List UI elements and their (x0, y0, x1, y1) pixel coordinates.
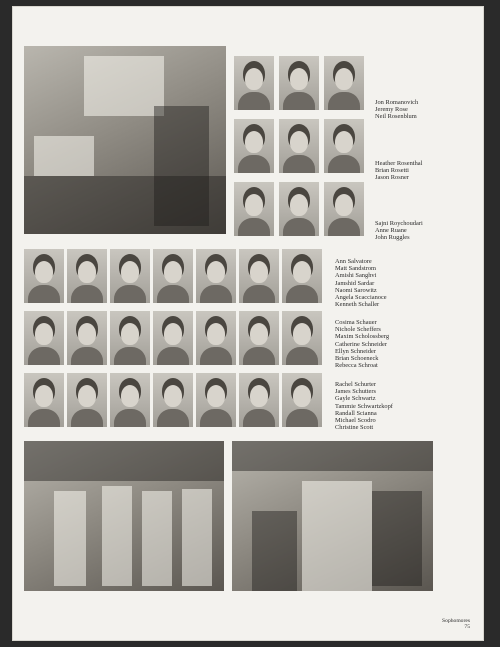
classroom-candid-photo (24, 46, 226, 234)
student-portrait (279, 119, 319, 173)
student-name: Brian Rosetti (375, 167, 409, 175)
student-name: Ellyn Schneider (335, 347, 376, 355)
student-name: Matt Sandstrom (335, 265, 377, 273)
student-portrait (324, 119, 364, 173)
student-portrait (239, 373, 279, 427)
student-portrait (282, 373, 322, 427)
names-list (335, 319, 389, 369)
student-portrait (153, 249, 193, 303)
student-portrait (24, 249, 64, 303)
page-footer (442, 618, 470, 631)
cheerleaders-candid-photo (24, 441, 224, 591)
student-portrait (24, 373, 64, 427)
student-name: Randall Scianna (335, 409, 377, 417)
student-name: Maxim Scholossberg (335, 333, 390, 341)
student-portrait (324, 56, 364, 110)
student-name: Naomi Sarowitz (335, 286, 377, 294)
page-number: 75 (464, 624, 470, 631)
student-name: Anne Ruane (375, 227, 407, 235)
student-portrait (110, 311, 150, 365)
student-portrait (153, 373, 193, 427)
section-label: Sophomores (442, 618, 470, 624)
student-portrait (196, 373, 236, 427)
student-name: Jamshid Sardar (335, 279, 375, 287)
student-portrait (234, 56, 274, 110)
student-portrait (67, 249, 107, 303)
names-list (335, 381, 393, 431)
student-name: Angela Scaccianoce (335, 293, 387, 301)
student-portrait (196, 311, 236, 365)
student-portrait (239, 249, 279, 303)
student-portrait (279, 56, 319, 110)
student-name: Neil Rosenblum (375, 113, 417, 121)
student-portrait (110, 249, 150, 303)
cafeteria-candid-photo (232, 441, 433, 591)
student-name: Brian Schoeneck (335, 354, 379, 362)
student-name: Kenneth Schaller (335, 301, 380, 309)
student-portrait (282, 311, 322, 365)
student-name: Sajni Roychoudari (375, 220, 423, 227)
student-name: Gayle Schwartz (335, 395, 376, 403)
student-name: Cosima Schauer (335, 319, 377, 326)
student-name: Tammie Schwartzkopf (335, 402, 393, 410)
student-name: James Schutters (335, 388, 376, 396)
names-list (375, 220, 423, 242)
student-name: Nichole Scheffers (335, 326, 381, 334)
student-portrait (282, 249, 322, 303)
names-list (335, 258, 387, 308)
names-list (375, 99, 418, 121)
student-name: Jason Rosner (375, 174, 409, 182)
student-name: Ann Salvatore (335, 258, 372, 265)
student-name: Heather Rosenthal (375, 160, 423, 167)
student-name: Rebecca Schroat (335, 362, 378, 370)
student-name: Rachel Schurter (335, 381, 376, 388)
student-name: Christine Scott (335, 424, 374, 432)
student-portrait (110, 373, 150, 427)
student-name: John Ruggles (375, 234, 410, 242)
student-portrait (234, 119, 274, 173)
student-portrait (324, 182, 364, 236)
student-name: Amishi Sanghvi (335, 272, 377, 280)
names-list (375, 160, 422, 182)
student-portrait (239, 311, 279, 365)
student-name: Jeremy Rose (375, 106, 408, 114)
student-name: Jon Romanovich (375, 99, 419, 106)
student-portrait (67, 311, 107, 365)
student-name: Michael Scodro (335, 416, 376, 424)
student-portrait (234, 182, 274, 236)
student-portrait (67, 373, 107, 427)
student-portrait (279, 182, 319, 236)
student-portrait (196, 249, 236, 303)
student-name: Catherine Schneider (335, 340, 387, 348)
student-portrait (153, 311, 193, 365)
student-portrait (24, 311, 64, 365)
yearbook-page (12, 6, 484, 641)
